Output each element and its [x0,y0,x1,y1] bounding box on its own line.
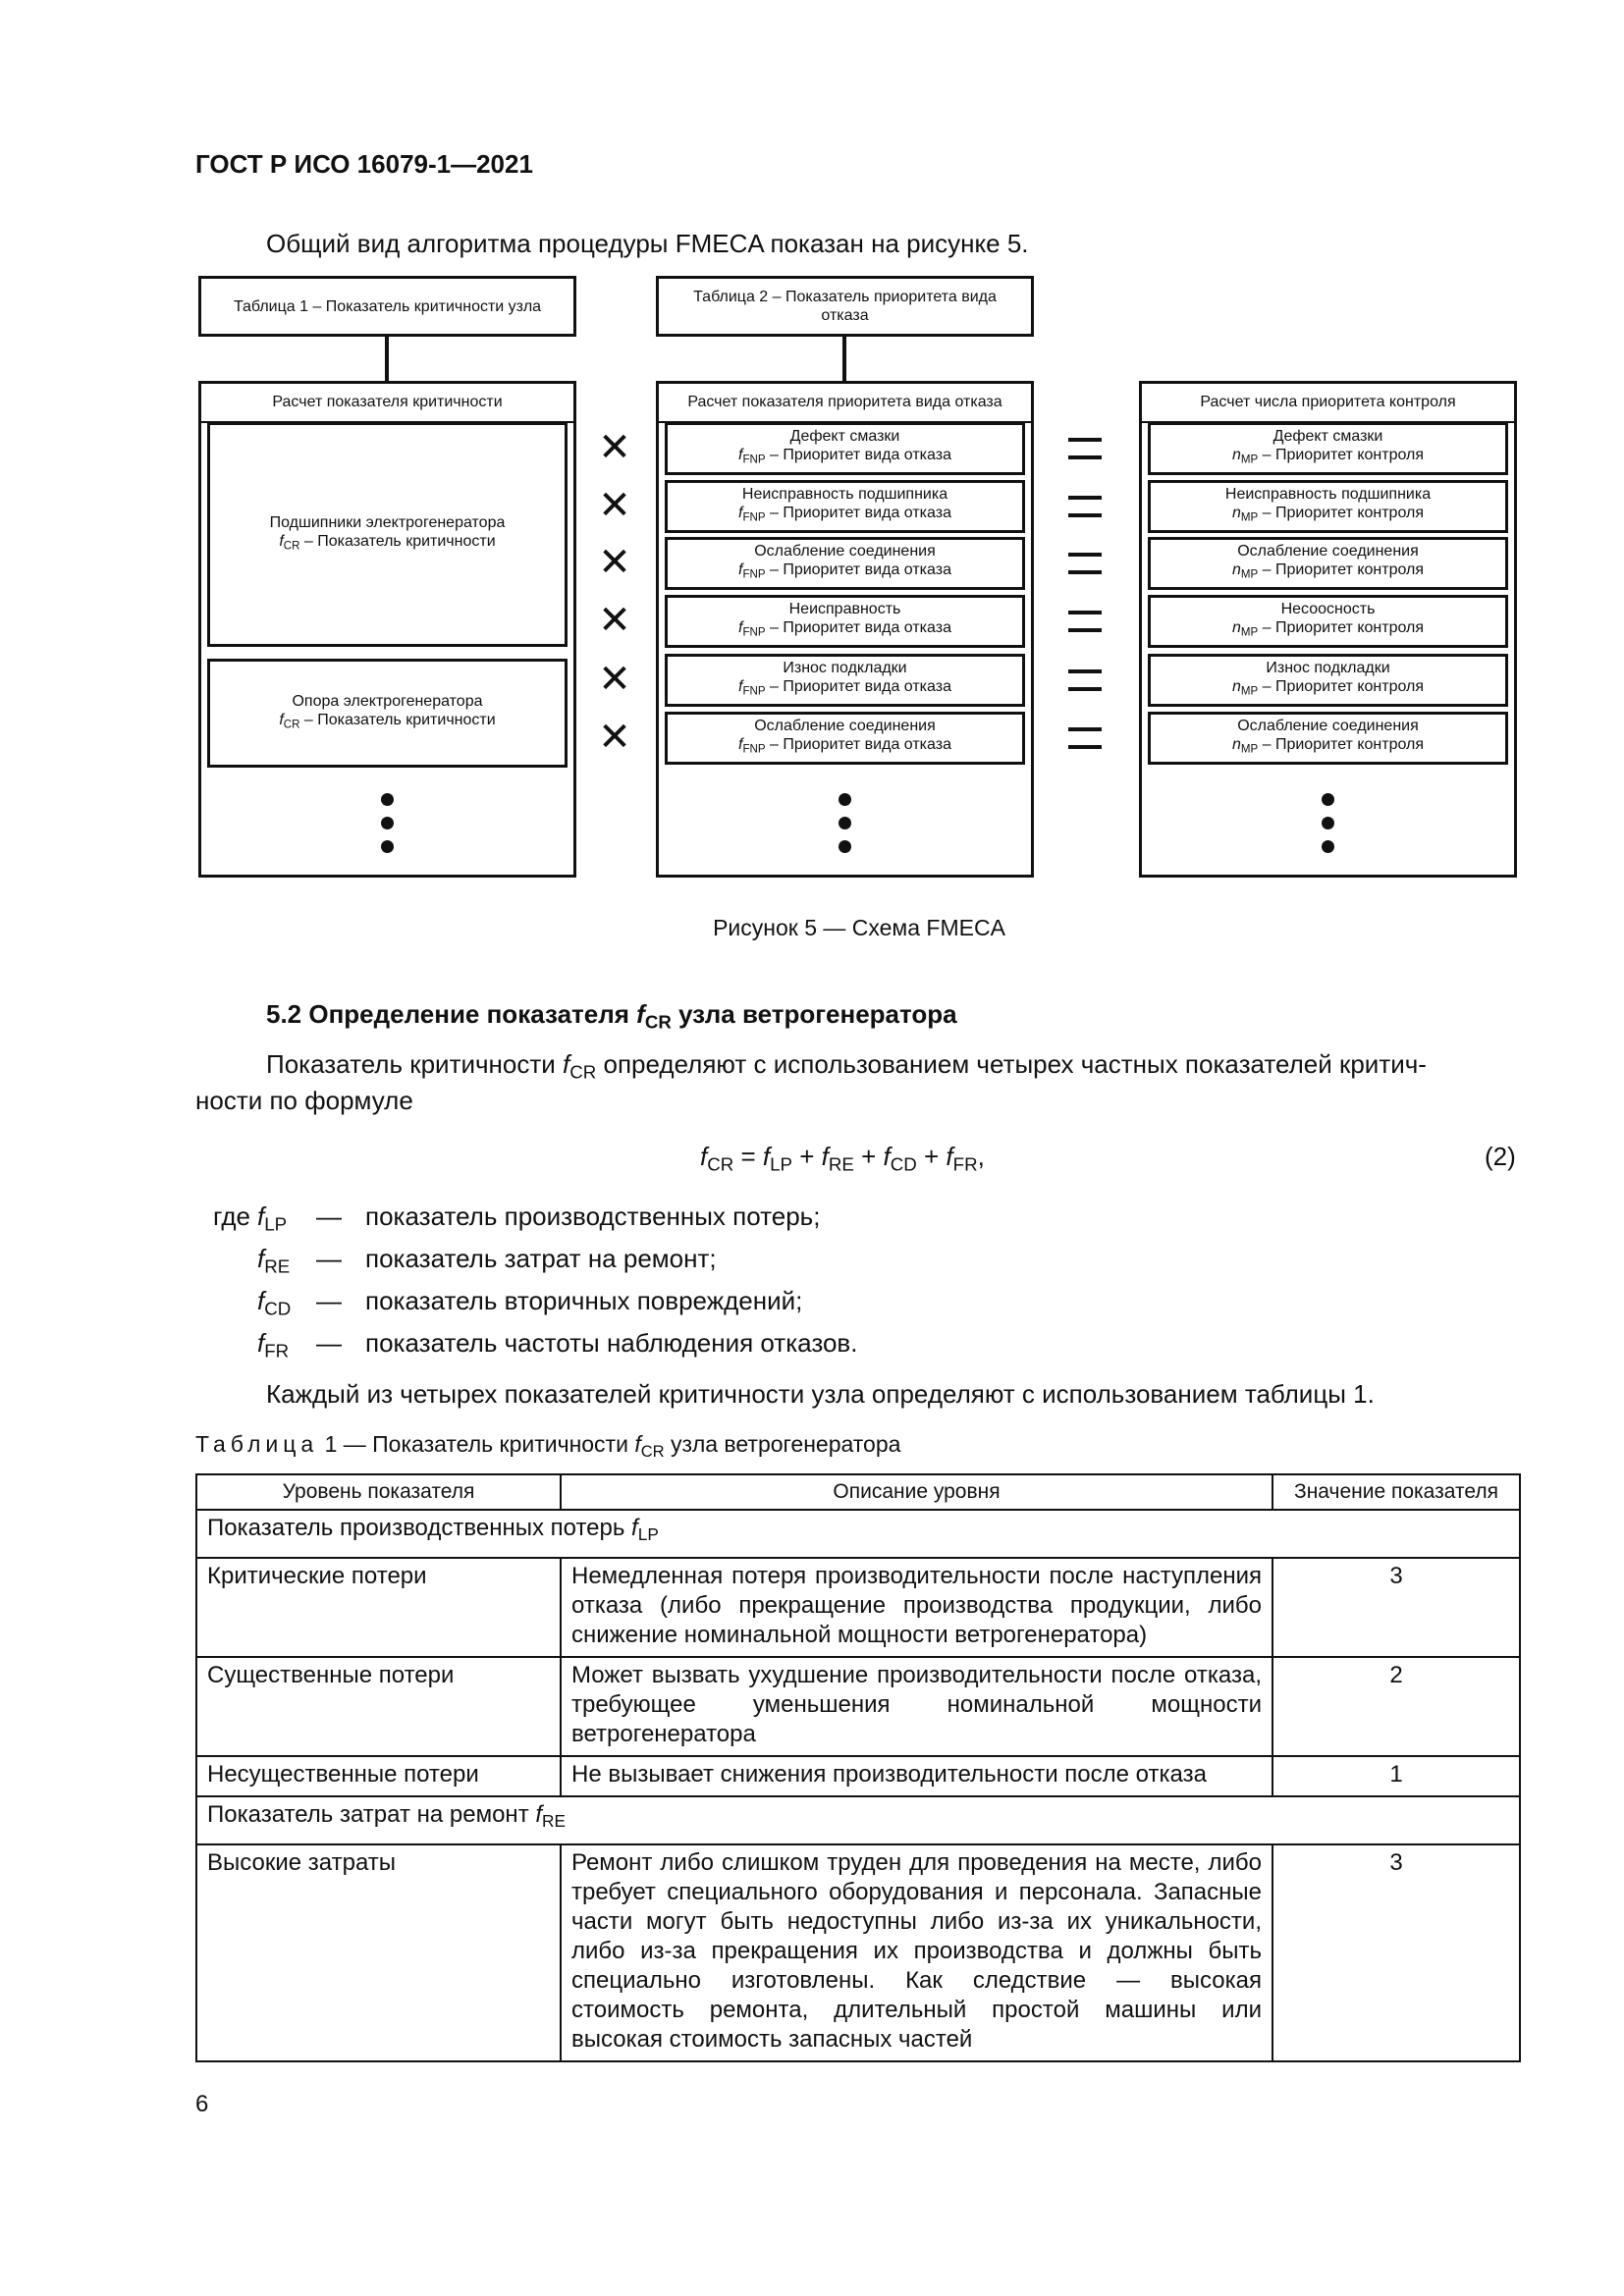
item-box [665,654,1025,707]
ellipsis-dot [381,793,394,806]
formula-number: (2) [1485,1142,1516,1171]
where-variable: $f_{LP}$ [257,1201,288,1235]
ellipsis-dot [1322,793,1334,806]
item-box [665,422,1025,475]
connector-line [842,337,846,382]
where-dash: — [316,1328,342,1358]
item-name: Подшипники электрогенератора [269,513,506,531]
item-name: Ослабление соединения [754,718,936,735]
item-metric: $f_{FNP}$ – Приоритет вида отказа [738,447,951,466]
item-metric: $n_{MP}$ – Приоритет контроля [1231,561,1425,581]
item-name: Износ подкладки [1266,660,1390,677]
table-group-row [196,1796,1520,1844]
cell-description: Немедленная потеря производительности после наступления отказа (либо прекращение производства продукции, либо снижение номинальной мощности ветрогенератора) [561,1558,1272,1657]
page-number: 6 [195,2091,209,2117]
document-header: ГОСТ Р ИСО 16079-1—2021 [195,149,533,179]
multiply-icon: ✕ [598,599,631,642]
cell-value: 3 [1272,1558,1520,1657]
paragraph-1-line2: ности по формуле [195,1086,413,1115]
item-name: Опора электрогенератора [292,692,483,710]
group-title: Показатель производственных потерь $f_{LP}$ [196,1510,1520,1558]
header-value: Значение показателя [1272,1474,1520,1510]
ellipsis-dot [381,840,394,853]
item-name: Ослабление соединения [754,543,936,561]
header-description: Описание уровня [561,1474,1272,1510]
where-dash: — [316,1244,342,1273]
item-box [665,537,1025,590]
item-box [207,659,568,768]
item-metric: $n_{MP}$ – Приоритет контроля [1231,447,1425,466]
table-row [196,1756,1520,1796]
item-name: Дефект смазки [1272,428,1383,446]
cell-level: Критические потери [196,1558,561,1657]
item-name: Неисправность [788,601,901,618]
item-name: Несоосность [1280,601,1376,618]
formula: $f_{CR} = f_{LP} + f_{RE} + f_{CD} + f_{FR}$, [700,1142,985,1175]
where-definition: показатель вторичных повреждений; [365,1286,803,1315]
table-caption: Таблица 1 — Показатель критичности $f_{CR}$ узла ветрогенератора [195,1431,901,1461]
where-variable: $f_{FR}$ [257,1328,290,1362]
cell-description: Может вызвать ухудшение производительности после отказа, требующее уменьшения номинальной мощности ветрогенератора [561,1657,1272,1756]
item-metric: $f_{FNP}$ – Приоритет вида отказа [738,619,951,639]
where-definition: показатель производственных потерь; [365,1201,821,1231]
ellipsis-dot [1322,840,1334,853]
item-metric: $n_{MP}$ – Приоритет контроля [1231,619,1425,639]
item-name: Неисправность подшипника [1224,486,1432,504]
multiply-icon: ✕ [598,658,631,701]
item-box [665,712,1025,765]
item-metric: $f_{CR}$ – Показатель критичности [279,532,496,553]
item-metric: $n_{MP}$ – Приоритет контроля [1231,505,1424,524]
where-variable: $f_{RE}$ [257,1244,291,1277]
intro-text: Общий вид алгоритма процедуры FMECA показан на рисунке 5. [266,229,1029,258]
item-name: Дефект смазки [789,428,900,446]
item-box [1148,480,1508,533]
where-definition: показатель частоты наблюдения отказов. [365,1328,858,1358]
ellipsis-dot [839,817,851,829]
where-dash: — [316,1201,342,1231]
item-name: Неисправность подшипника [741,486,948,504]
cell-level: Несущественные потери [196,1756,561,1796]
section-heading: 5.2 Определение показателя $f_{CR}$ узла ветрогенератора [266,999,957,1033]
where-variable: $f_{CD}$ [257,1286,292,1319]
cell-value: 3 [1272,1844,1520,2061]
multiply-icon: ✕ [598,541,631,584]
item-box [665,595,1025,648]
connector-line [385,337,389,382]
paragraph-2: Каждый из четырех показателей критичности узла определяют с использованием таблицы 1. [266,1379,1375,1409]
table-group-row [196,1510,1520,1558]
table-row [196,1844,1520,2061]
cell-value: 1 [1272,1756,1520,1796]
table2-box: Таблица 2 – Показатель приоритета вида отказа [656,276,1034,337]
cell-value: 2 [1272,1657,1520,1756]
item-metric: $n_{MP}$ – Приоритет контроля [1231,678,1425,698]
table-row [196,1657,1520,1756]
item-metric: $n_{MP}$ – Приоритет контроля [1231,736,1425,756]
item-box [207,422,568,647]
where-definition: показатель затрат на ремонт; [365,1244,717,1273]
table-row [196,1558,1520,1657]
table1-box: Таблица 1 – Показатель критичности узла [198,276,576,337]
ellipsis-dot [839,840,851,853]
ellipsis-dot [1322,817,1334,829]
item-box [1148,537,1508,590]
cell-level: Высокие затраты [196,1844,561,2061]
item-metric: $f_{CR}$ – Показатель критичности [279,711,496,731]
equals-icon [1068,611,1102,632]
panel-title: Расчет показателя критичности [201,384,573,423]
item-name: Ослабление соединения [1237,718,1419,735]
ellipsis-dot [381,817,394,829]
equals-icon [1068,438,1102,459]
multiply-icon: ✕ [598,426,631,469]
where-dash: — [316,1286,342,1315]
multiply-icon: ✕ [598,484,631,527]
item-name: Ослабление соединения [1237,543,1419,561]
item-metric: $f_{FNP}$ – Приоритет вида отказа [738,736,951,756]
equals-icon [1068,553,1102,574]
paragraph-1: Показатель критичности $f_{CR}$ определяют с использованием четырех частных показателей критич- [266,1049,1427,1083]
panel-title: Расчет показателя приоритета вида отказа [659,384,1031,423]
equals-icon [1068,669,1102,691]
equals-icon [1068,496,1102,517]
cell-level: Существенные потери [196,1657,561,1756]
group-title: Показатель затрат на ремонт $f_{RE}$ [196,1796,1520,1844]
item-metric: $f_{FNP}$ – Приоритет вида отказа [738,678,951,698]
where-word: где [213,1201,250,1231]
equals-icon [1068,727,1102,749]
item-metric: $f_{FNP}$ – Приоритет вида отказа [738,505,951,524]
item-box [1148,712,1508,765]
cell-description: Не вызывает снижения производительности после отказа [561,1756,1272,1796]
item-metric: $f_{FNP}$ – Приоритет вида отказа [738,561,951,581]
item-box [1148,422,1508,475]
item-name: Износ подкладки [783,660,907,677]
panel-title: Расчет числа приоритета контроля [1142,384,1514,423]
cell-description: Ремонт либо слишком труден для проведения на месте, либо требует специального оборудования и персонала. Запасные части могут быть недоступны либо из-за их уникальности, либо из-за прекращения их производства и должны быть специально изготовлены. Как следствие — высокая стоимость ремонта, длительный простой машины или высокая стоимость запасных частей [561,1844,1272,2061]
multiply-icon: ✕ [598,716,631,759]
item-box [1148,654,1508,707]
criticality-table [195,1473,1521,2062]
header-level: Уровень показателя [196,1474,561,1510]
item-box [665,480,1025,533]
ellipsis-dot [839,793,851,806]
item-box [1148,595,1508,648]
figure-caption: Рисунок 5 — Схема FMECA [713,915,1005,940]
